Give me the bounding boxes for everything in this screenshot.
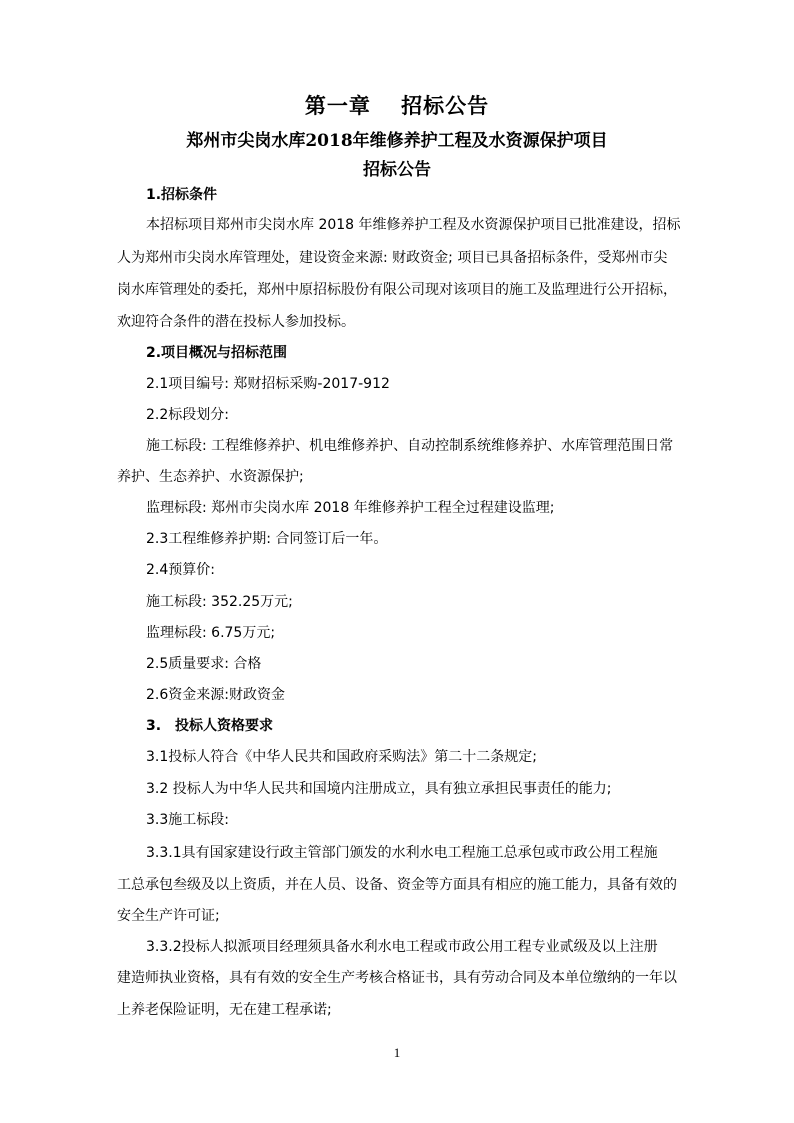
- page-number: 1: [393, 1045, 401, 1060]
- paragraph-line: 上养老保险证明，无在建工程承诺;: [117, 1002, 332, 1018]
- paragraph-line: 工总承包叁级及以上资质，并在人员、设备、资金等方面具有相应的施工能力，具备有效的: [117, 877, 677, 893]
- paragraph-line: 岗水库管理处的委托，郑州中原招标股份有限公司现对该项目的施工及监理进行公开招标，: [117, 282, 677, 298]
- paragraph-line: 欢迎符合条件的潜在投标人参加投标。: [117, 314, 355, 330]
- paragraph-line: 3.1投标人符合《中华人民共和国政府采购法》第二十二条规定;: [146, 749, 537, 765]
- paragraph-line: 2.3工程维修养护期: 合同签订后一年。: [146, 531, 388, 547]
- paragraph-line: 2.2标段划分:: [146, 407, 229, 423]
- paragraph-line: 监理标段: 郑州市尖岗水库 2018 年维修养护工程全过程建设监理;: [146, 500, 555, 516]
- section-heading-bid-conditions: 1.招标条件: [146, 187, 218, 203]
- paragraph-line: 安全生产许可证;: [117, 908, 220, 924]
- paragraph-line: 2.6资金来源:财政资金: [146, 687, 285, 703]
- paragraph-line: 2.4预算价:: [146, 562, 215, 578]
- paragraph-line: 2.5质量要求: 合格: [146, 656, 262, 672]
- paragraph-line: 建造师执业资格，具有有效的安全生产考核合格证书，具有劳动合同及本单位缴纳的一年以: [117, 970, 677, 986]
- paragraph-line: 监理标段: 6.75万元;: [146, 625, 276, 641]
- paragraph-line: 施工标段: 352.25万元;: [146, 594, 293, 610]
- project-title: 郑州市尖岗水库2018年维修养护工程及水资源保护项目: [186, 131, 608, 151]
- section-heading-project-overview: 2.项目概况与招标范围: [146, 345, 288, 361]
- paragraph-line: 3.3.2投标人拟派项目经理须具备水利水电工程或市政公用工程专业贰级及以上注册: [146, 939, 658, 955]
- paragraph-line: 3.2 投标人为中华人民共和国境内注册成立，具有独立承担民事责任的能力;: [146, 781, 612, 797]
- paragraph-line: 人为郑州市尖岗水库管理处，建设资金来源: 财政资金; 项目已具备招标条件，受郑州市尖: [117, 250, 668, 266]
- notice-title: 招标公告: [363, 160, 431, 180]
- paragraph-line: 本招标项目郑州市尖岗水库 2018 年维修养护工程及水资源保护项目已批准建设，招标: [146, 217, 681, 233]
- paragraph-line: 施工标段: 工程维修养护、机电维修养护、自动控制系统维修养护、水库管理范围日常: [146, 438, 674, 454]
- chapter-title: 第一章 招标公告: [304, 93, 490, 118]
- paragraph-line: 3.3施工标段:: [146, 812, 229, 828]
- section-heading-bidder-qualification: 3. 投标人资格要求: [146, 718, 274, 734]
- paragraph-line: 养护、生态养护、水资源保护;: [117, 469, 304, 485]
- paragraph-line: 2.1项目编号: 郑财招标采购-2017-912: [146, 376, 390, 392]
- paragraph-line: 3.3.1具有国家建设行政主管部门颁发的水利水电工程施工总承包或市政公用工程施: [146, 845, 658, 861]
